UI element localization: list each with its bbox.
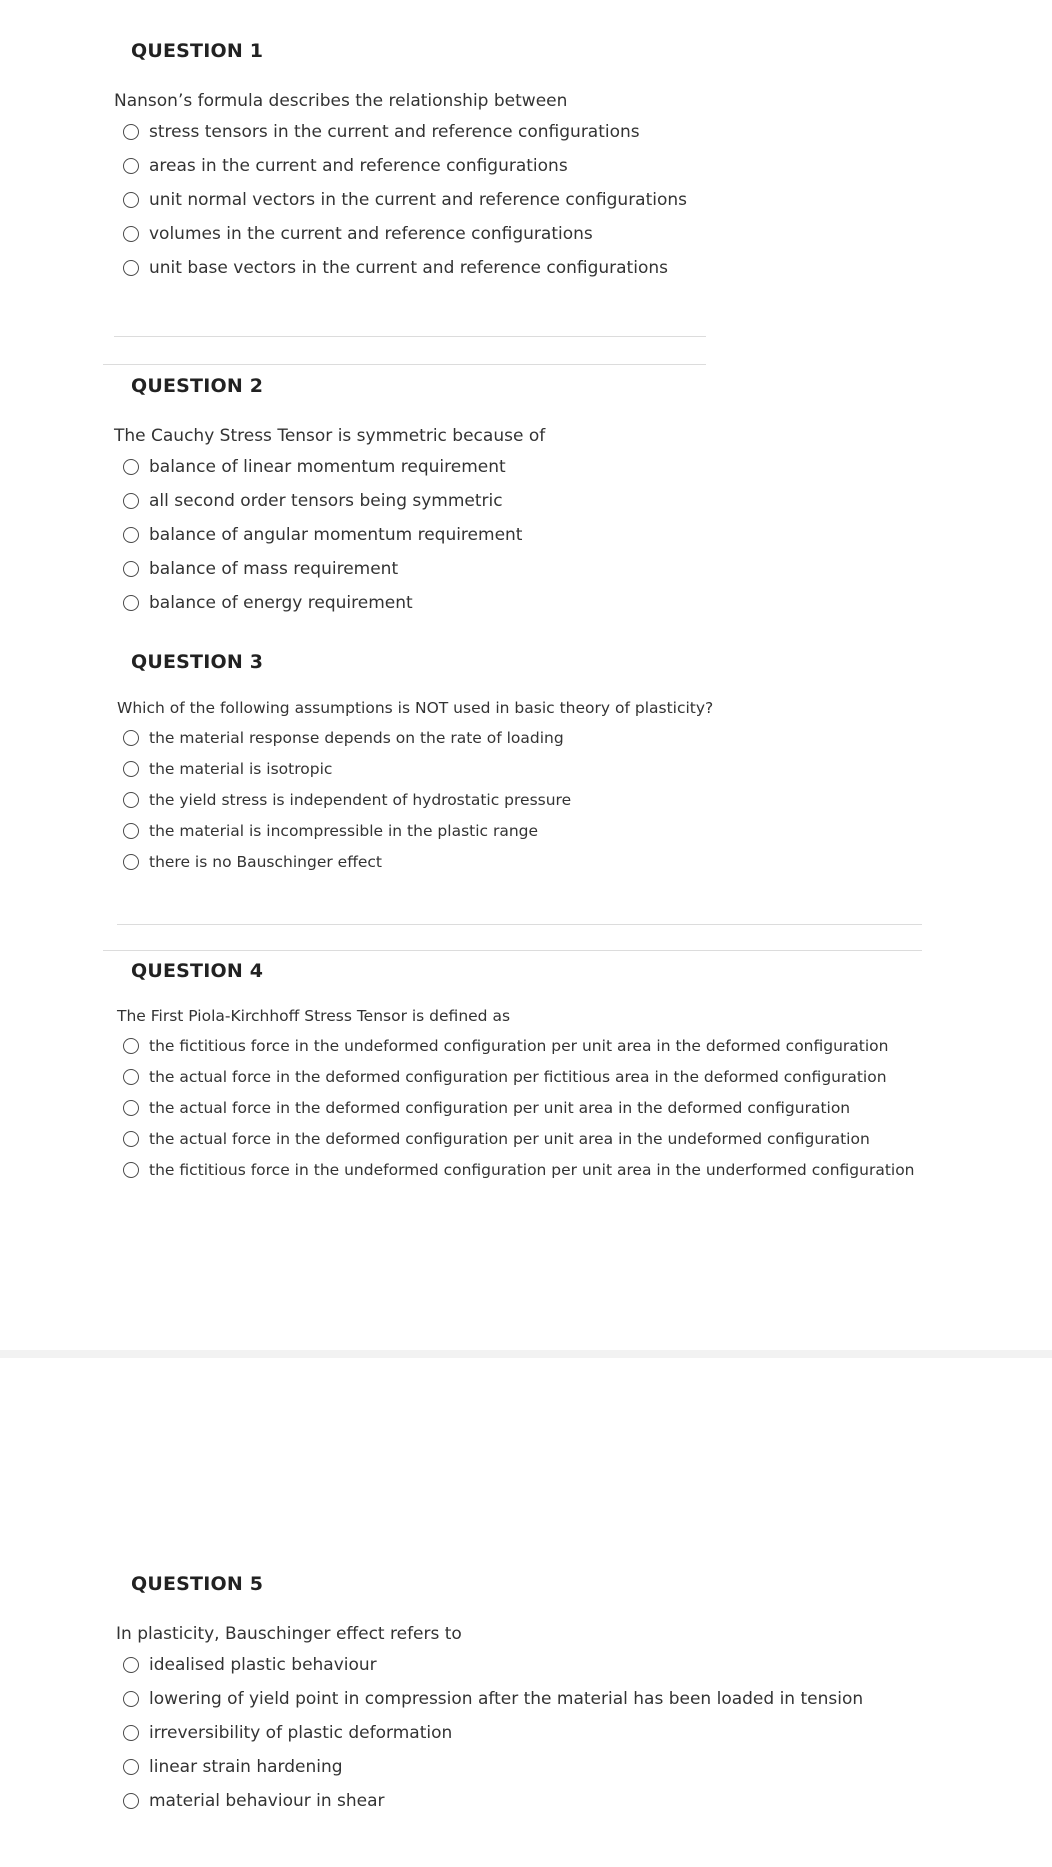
option-label: balance of mass requirement <box>149 559 399 579</box>
question-2-option-1[interactable] <box>123 457 506 477</box>
question-5-option-5[interactable] <box>123 1791 385 1811</box>
question-1-option-4[interactable] <box>123 224 593 244</box>
option-label: material behaviour in shear <box>149 1791 385 1811</box>
radio-button[interactable] <box>123 493 139 509</box>
question-5-title: QUESTION 5 <box>131 1573 264 1595</box>
radio-button[interactable] <box>123 730 139 746</box>
question-4-option-4[interactable] <box>123 1130 870 1148</box>
question-3-option-2[interactable] <box>123 760 332 778</box>
question-4-option-3[interactable] <box>123 1099 850 1117</box>
option-label: balance of energy requirement <box>149 593 413 613</box>
radio-button[interactable] <box>123 1759 139 1775</box>
option-label: balance of angular momentum requirement <box>149 525 523 545</box>
radio-button[interactable] <box>123 823 139 839</box>
question-5-prompt: In plasticity, Bauschinger effect refers to <box>116 1624 462 1644</box>
question-4-option-2[interactable] <box>123 1068 887 1086</box>
radio-button[interactable] <box>123 260 139 276</box>
question-5-option-1[interactable] <box>123 1655 377 1675</box>
option-label: the fictitious force in the undeformed configuration per unit area in the underformed configuration <box>149 1161 915 1179</box>
radio-button[interactable] <box>123 1162 139 1178</box>
question-1-option-5[interactable] <box>123 258 668 278</box>
radio-button[interactable] <box>123 1100 139 1116</box>
option-label: unit base vectors in the current and reference configurations <box>149 258 668 278</box>
radio-button[interactable] <box>123 1131 139 1147</box>
question-1-title: QUESTION 1 <box>131 40 264 62</box>
option-label: there is no Bauschinger effect <box>149 853 383 871</box>
question-2-option-3[interactable] <box>123 525 522 545</box>
question-2-option-2[interactable] <box>123 491 503 511</box>
question-3-option-1[interactable] <box>123 729 564 747</box>
question-4-option-1[interactable] <box>123 1037 889 1055</box>
radio-button[interactable] <box>123 561 139 577</box>
option-label: linear strain hardening <box>149 1757 343 1777</box>
radio-button[interactable] <box>123 527 139 543</box>
radio-button[interactable] <box>123 854 139 870</box>
radio-button[interactable] <box>123 595 139 611</box>
question-5-option-2[interactable] <box>123 1689 863 1709</box>
divider <box>114 336 706 337</box>
option-label: lowering of yield point in compression after the material has been loaded in tension <box>149 1689 864 1709</box>
question-4-option-5[interactable] <box>123 1161 915 1179</box>
option-label: areas in the current and reference configurations <box>149 156 568 176</box>
question-5-option-3[interactable] <box>123 1723 452 1743</box>
option-label: volumes in the current and reference configurations <box>149 224 593 244</box>
radio-button[interactable] <box>123 1657 139 1673</box>
option-label: the yield stress is independent of hydrostatic pressure <box>149 791 572 809</box>
question-3-option-5[interactable] <box>123 853 382 871</box>
option-label: the material response depends on the rate of loading <box>149 729 564 747</box>
option-label: stress tensors in the current and reference configurations <box>149 122 640 142</box>
radio-button[interactable] <box>123 761 139 777</box>
option-label: the actual force in the deformed configuration per fictitious area in the deformed configuration <box>149 1068 887 1086</box>
radio-button[interactable] <box>123 1725 139 1741</box>
question-4-prompt: The First Piola-Kirchhoff Stress Tensor is defined as <box>117 1007 511 1025</box>
radio-button[interactable] <box>123 226 139 242</box>
question-1-option-3[interactable] <box>123 190 687 210</box>
option-label: unit normal vectors in the current and reference configurations <box>149 190 688 210</box>
divider <box>117 924 922 925</box>
option-label: all second order tensors being symmetric <box>149 491 503 511</box>
question-3-prompt: Which of the following assumptions is NOT used in basic theory of plasticity? <box>117 699 714 717</box>
question-1-prompt: Nanson’s formula describes the relationship between <box>114 91 568 111</box>
question-3-title: QUESTION 3 <box>131 651 264 673</box>
divider <box>103 950 922 951</box>
question-5-option-4[interactable] <box>123 1757 343 1777</box>
option-label: balance of linear momentum requirement <box>149 457 506 477</box>
question-2-option-5[interactable] <box>123 593 413 613</box>
question-4-title: QUESTION 4 <box>131 960 264 982</box>
page-break-band <box>0 1350 1052 1358</box>
question-3-option-4[interactable] <box>123 822 538 840</box>
radio-button[interactable] <box>123 158 139 174</box>
question-2-option-4[interactable] <box>123 559 398 579</box>
option-label: the actual force in the deformed configuration per unit area in the undeformed configuration <box>149 1130 870 1148</box>
question-1-option-1[interactable] <box>123 122 640 142</box>
radio-button[interactable] <box>123 459 139 475</box>
option-label: the material is isotropic <box>149 760 333 778</box>
divider <box>103 364 706 365</box>
option-label: the material is incompressible in the plastic range <box>149 822 539 840</box>
option-label: irreversibility of plastic deformation <box>149 1723 453 1743</box>
option-label: the fictitious force in the undeformed configuration per unit area in the deformed configuration <box>149 1037 889 1055</box>
option-label: idealised plastic behaviour <box>149 1655 377 1675</box>
question-2-prompt: The Cauchy Stress Tensor is symmetric because of <box>114 426 546 446</box>
question-3-option-3[interactable] <box>123 791 571 809</box>
option-label: the actual force in the deformed configuration per unit area in the deformed configuration <box>149 1099 851 1117</box>
radio-button[interactable] <box>123 192 139 208</box>
radio-button[interactable] <box>123 1038 139 1054</box>
question-2-title: QUESTION 2 <box>131 375 264 397</box>
question-1-option-2[interactable] <box>123 156 568 176</box>
radio-button[interactable] <box>123 1069 139 1085</box>
radio-button[interactable] <box>123 124 139 140</box>
radio-button[interactable] <box>123 792 139 808</box>
radio-button[interactable] <box>123 1691 139 1707</box>
radio-button[interactable] <box>123 1793 139 1809</box>
